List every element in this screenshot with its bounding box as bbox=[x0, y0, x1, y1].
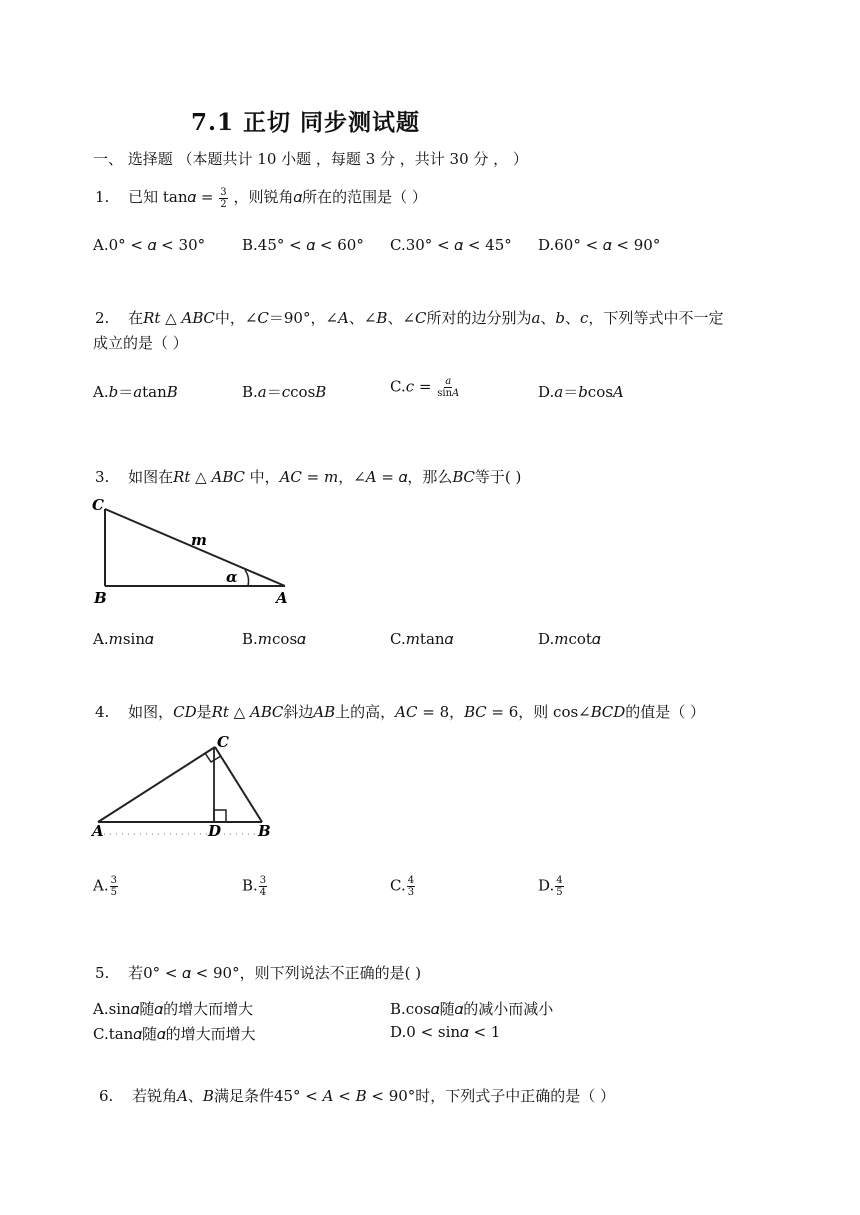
fraction-numerator: 3 bbox=[220, 186, 227, 198]
option-a[interactable]: A.𝑏＝𝑎tan𝐵 bbox=[93, 383, 178, 401]
option-a[interactable]: A.sin𝛼随𝛼的增大而增大 bbox=[93, 1000, 254, 1018]
fraction-denominator: 3 bbox=[407, 887, 415, 898]
label-c: C bbox=[217, 733, 229, 751]
option-b[interactable]: B.𝑚cos𝛼 bbox=[242, 630, 306, 648]
fraction-denominator: sin𝐴 bbox=[437, 388, 460, 399]
option-c[interactable] bbox=[390, 875, 416, 898]
label-a: A bbox=[276, 589, 288, 607]
fraction-denominator: 4 bbox=[259, 887, 267, 898]
option-a[interactable] bbox=[93, 875, 119, 898]
question-2 bbox=[95, 307, 723, 328]
question-number: 1. bbox=[95, 188, 110, 206]
option-c[interactable]: C.𝑚tan𝛼 bbox=[390, 630, 454, 648]
fraction bbox=[259, 875, 267, 898]
triangle-figure-q3 bbox=[90, 493, 300, 612]
option-prefix: C. bbox=[390, 876, 406, 895]
option-a[interactable]: A.𝑚sin𝛼 bbox=[93, 630, 154, 648]
question-number: 2. bbox=[95, 309, 110, 327]
option-a[interactable]: A.0° < 𝛼 < 30° bbox=[93, 236, 206, 254]
option-prefix: D. bbox=[538, 876, 555, 895]
fraction-numerator: 3 bbox=[110, 875, 117, 886]
label-alpha: α bbox=[226, 568, 238, 586]
question-5 bbox=[95, 962, 421, 983]
triangle-figure-q4 bbox=[90, 730, 290, 849]
question-text: 如图在𝑅𝑡 △ 𝐴𝐵𝐶 中，𝐴𝐶 = 𝑚，∠𝐴 = 𝛼，那么𝐵𝐶等于( ) bbox=[128, 468, 522, 486]
fraction bbox=[110, 875, 118, 898]
fraction-denominator: 5 bbox=[110, 887, 117, 898]
option-b[interactable] bbox=[242, 875, 268, 898]
question-text: 如图，𝐶𝐷是𝑅𝑡 △ 𝐴𝐵𝐶斜边𝐴𝐵上的高，𝐴𝐶 = 8，𝐵𝐶 = 6，则 cos∠𝐵𝐶𝐷的值是（ ） bbox=[128, 703, 706, 721]
fraction bbox=[555, 875, 563, 898]
label-c: C bbox=[92, 496, 104, 514]
fraction-denominator: 5 bbox=[556, 887, 563, 898]
label-b: B bbox=[94, 589, 107, 607]
label-b: B bbox=[258, 822, 271, 840]
question-4 bbox=[95, 701, 705, 722]
page-title: 7.1 正切 同步测试题 bbox=[191, 109, 421, 136]
question-text: 若锐角𝐴、𝐵满足条件45° < 𝐴 < 𝐵 < 90°时，下列式子中正确的是（ ） bbox=[132, 1087, 616, 1105]
fraction-numerator: 4 bbox=[407, 875, 415, 886]
label-a: A bbox=[92, 822, 104, 840]
fraction-denominator: 2 bbox=[220, 198, 227, 210]
fraction bbox=[437, 376, 459, 399]
question-number: 5. bbox=[95, 964, 110, 982]
fraction-numerator: 4 bbox=[556, 875, 563, 886]
option-d[interactable]: D.0 < sin𝛼 < 1 bbox=[390, 1023, 501, 1041]
option-d[interactable]: D.𝑎＝𝑏cos𝐴 bbox=[538, 383, 624, 401]
option-b[interactable]: B.𝑎＝𝑐cos𝐵 bbox=[242, 383, 327, 401]
question-text: 在𝑅𝑡 △ 𝐴𝐵𝐶中，∠𝐶＝90°，∠𝐴、∠𝐵、∠𝐶所对的边分别为𝑎、𝑏、𝑐，下列等式中不一定 bbox=[128, 309, 724, 327]
question-text: 已知 tan𝛼 = bbox=[128, 188, 214, 206]
label-m: m bbox=[191, 531, 207, 549]
fraction-numerator: 3 bbox=[259, 875, 267, 886]
option-d[interactable]: D.𝑚cot𝛼 bbox=[538, 630, 601, 648]
label-d: D bbox=[208, 822, 222, 840]
option-prefix: B. bbox=[242, 876, 258, 895]
question-1 bbox=[95, 186, 427, 210]
question-text-tail: ，则锐角𝛼所在的范围是（ ） bbox=[233, 188, 427, 206]
fraction bbox=[219, 187, 227, 210]
section-heading: 一、 选择题 （本题共计 10 小题 ，每题 3 分 ，共计 30 分 ， ） bbox=[93, 150, 528, 168]
option-b[interactable]: B.45° < 𝛼 < 60° bbox=[242, 236, 364, 254]
option-prefix: A. bbox=[93, 876, 109, 895]
fraction-numerator: 𝑎 bbox=[445, 376, 452, 387]
question-text: 若0° < 𝛼 < 90°，则下列说法不正确的是( ) bbox=[128, 964, 422, 982]
option-b[interactable]: B.cos𝛼随𝛼的减小而减小 bbox=[390, 1000, 554, 1018]
question-number: 6. bbox=[99, 1087, 114, 1105]
fraction bbox=[407, 875, 415, 898]
option-c[interactable]: C.30° < 𝛼 < 45° bbox=[390, 236, 512, 254]
option-c-text: C.𝑐 = bbox=[390, 377, 432, 396]
question-number: 4. bbox=[95, 703, 110, 721]
option-c[interactable] bbox=[390, 376, 460, 399]
question-6 bbox=[99, 1085, 615, 1106]
question-3 bbox=[95, 466, 521, 487]
question-2-line2: 成立的是（ ） bbox=[93, 334, 188, 352]
question-number: 3. bbox=[95, 468, 110, 486]
option-c[interactable]: C.tan𝛼随𝛼的增大而增大 bbox=[93, 1025, 256, 1043]
option-d[interactable]: D.60° < 𝛼 < 90° bbox=[538, 236, 661, 254]
option-d[interactable] bbox=[538, 875, 565, 898]
